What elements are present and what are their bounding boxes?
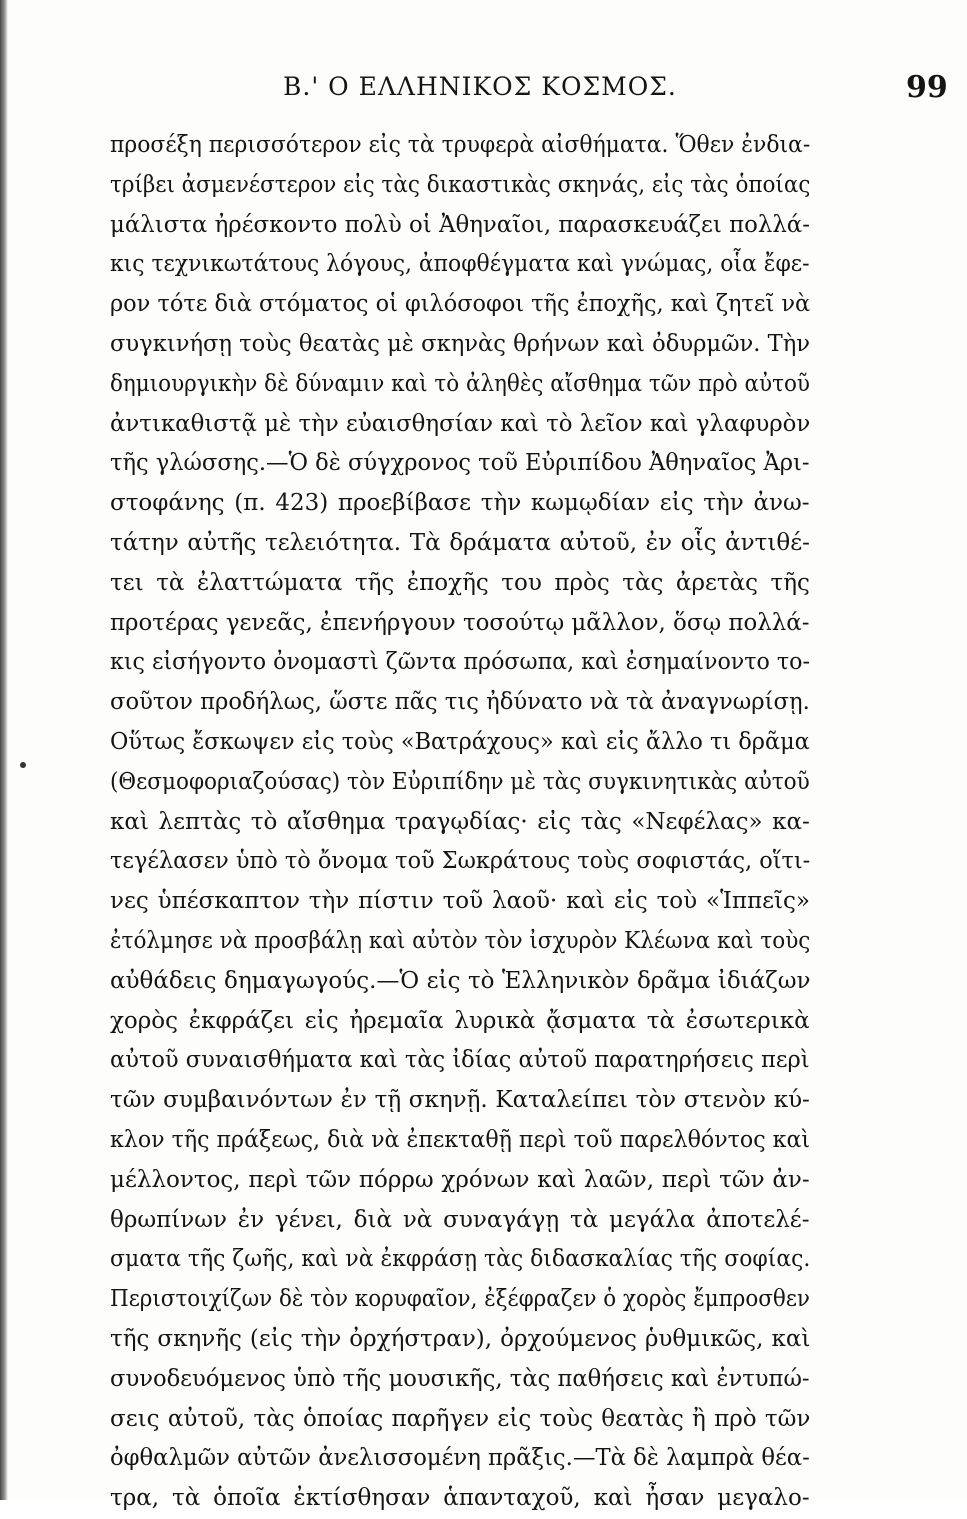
binding-edge bbox=[0, 0, 8, 1500]
text-line: τει τὰ ἐλαττώματα τῆς ἐποχῆς του πρὸς τὰς ἀρετὰς τῆς bbox=[110, 569, 810, 596]
text-line: συνοδευόμενος ὑπὸ τῆς μουσικῆς, τὰς παθήσεις καὶ ἐντυπώ- bbox=[110, 1365, 810, 1392]
margin-speck bbox=[20, 762, 26, 768]
text-line: συγκινήσῃ τοὺς θεατὰς μὲ σκηνὰς θρήνων καὶ ὀδυρμῶν. Τὴν bbox=[110, 330, 811, 357]
text-line: σματα τῆς ζωῆς, καὶ νὰ ἐκφράσῃ τὰς διδασκαλίας τῆς σοφίας. bbox=[110, 1246, 811, 1273]
text-line: δημιουργικὴν δὲ δύναμιν καὶ τὸ ἀληθὲς αἴσθημα τῶν πρὸ αὐτοῦ bbox=[110, 370, 810, 397]
text-line: αὐτοῦ συναισθήματα καὶ τὰς ἰδίας αὐτοῦ παρατηρήσεις περὶ bbox=[110, 1047, 810, 1074]
text-line: τῆς γλώσσης.—Ὁ δὲ σύγχρονος τοῦ Εὐριπίδου Ἀθηναῖος Ἀρι- bbox=[110, 450, 810, 477]
body-text bbox=[110, 126, 810, 1519]
text-line: Οὕτως ἔσκωψεν εἰς τοὺς «Βατράχους» καὶ εἰς ἄλλο τι δρᾶμα bbox=[110, 728, 810, 755]
text-line: τεγέλασεν ὑπὸ τὸ ὄνομα τοῦ Σωκράτους τοὺς σοφιστάς, οἵτι- bbox=[110, 848, 811, 875]
text-line: μάλιστα ἠρέσκοντο πολὺ οἱ Ἀθηναῖοι, παρασκευάζει πολλά- bbox=[110, 211, 810, 238]
text-line: κις τεχνικωτάτους λόγους, ἀποφθέγματα καὶ γνώμας, οἷα ἔφε- bbox=[110, 251, 810, 278]
text-line: ὀφθαλμῶν αὐτῶν ἀνελισσομένη πρᾶξις.—Τὰ δὲ λαμπρὰ θέα- bbox=[110, 1445, 810, 1472]
text-line: θρωπίνων ἐν γένει, διὰ νὰ συναγάγῃ τὰ μεγάλα ἀποτελέ- bbox=[110, 1206, 810, 1233]
text-line: τρα, τὰ ὁποῖα ἐκτίσθησαν ἁπανταχοῦ, καὶ ἦσαν μεγαλο- bbox=[110, 1485, 810, 1512]
text-line: ἀντικαθιστᾷ μὲ τὴν εὐαισθησίαν καὶ τὸ λεῖον καὶ γλαφυρὸν bbox=[110, 410, 811, 437]
text-line: σεις αὐτοῦ, τὰς ὁποίας παρῆγεν εἰς τοὺς θεατὰς ἢ πρὸ τῶν bbox=[110, 1405, 811, 1432]
text-line: τῶν συμβαινόντων ἐν τῇ σκηνῇ. Καταλείπει τὸν στενὸν κύ- bbox=[110, 1087, 810, 1114]
text-line: καὶ λεπτὰς τὸ αἴσθημα τραγῳδίας· εἰς τὰς «Νεφέλας» κα- bbox=[110, 808, 810, 835]
text-line: τάτην αὐτῆς τελειότητα. Τὰ δράματα αὐτοῦ, ἐν οἷς ἀντιθέ- bbox=[110, 529, 810, 556]
text-line: τρίβει ἀσμενέστερον εἰς τὰς δικαστικὰς σκηνάς, εἰς τὰς ὁποίας bbox=[110, 171, 811, 198]
text-line: Περιστοιχίζων δὲ τὸν κορυφαῖον, ἐξέφραζεν ὁ χορὸς ἔμπροσθεν bbox=[110, 1286, 810, 1313]
running-header: Β.' Ο ΕΛΛΗΝΙΚΟΣ ΚΟΣΜΟΣ. bbox=[283, 72, 677, 101]
text-line: κλον τῆς πράξεως, διὰ νὰ ἐπεκταθῇ περὶ τοῦ παρελθόντος καὶ bbox=[110, 1126, 811, 1153]
text-line: κις εἰσήγοντο ὀνομαστὶ ζῶντα πρόσωπα, καὶ ἐσημαίνοντο το- bbox=[110, 649, 810, 676]
text-line: χορὸς ἐκφράζει εἰς ἠρεμαῖα λυρικὰ ᾄσματα τὰ ἐσωτερικὰ bbox=[110, 1007, 810, 1034]
text-line: ἐτόλμησε νὰ προσβάλῃ καὶ αὐτὸν τὸν ἰσχυρὸν Κλέωνα καὶ τοὺς bbox=[110, 927, 811, 954]
text-line: προτέρας γενεᾶς, ἐπενήργουν τοσούτῳ μᾶλλον, ὅσῳ πολλά- bbox=[110, 609, 810, 636]
text-line: ρον τότε διὰ στόματος οἱ φιλόσοφοι τῆς ἐποχῆς, καὶ ζητεῖ νὰ bbox=[110, 291, 811, 318]
text-line: στοφάνης (π. 423) προεβίβασε τὴν κωμῳδίαν εἰς τὴν ἀνω- bbox=[110, 490, 810, 517]
text-line: (Θεσμοφοριαζούσας) τὸν Εὐριπίδην μὲ τὰς συγκινητικὰς αὐτοῦ bbox=[110, 768, 810, 795]
page-number: 99 bbox=[906, 70, 948, 105]
text-line: σοῦτον προδήλως, ὥστε πᾶς τις ἠδύνατο νὰ τὰ ἀναγνωρίσῃ. bbox=[110, 689, 810, 716]
text-line: αὐθάδεις δημαγωγούς.—Ὁ εἰς τὸ Ἑλληνικὸν δρᾶμα ἰδιάζων bbox=[110, 967, 811, 994]
text-line: μέλλοντος, περὶ τῶν πόρρω χρόνων καὶ λαῶν, περὶ τῶν ἀν- bbox=[110, 1166, 810, 1193]
text-line: προσέξη περισσότερον εἰς τὰ τρυφερὰ αἰσθήματα. Ὅθεν ἐνδια- bbox=[110, 132, 811, 158]
text-line: νες ὑπέσκαπτον τὴν πίστιν τοῦ λαοῦ· καὶ εἰς τοὺ «Ἱππεῖς» bbox=[110, 888, 810, 915]
text-line: τῆς σκηνῆς (εἰς τὴν ὀρχήστραν), ὀρχούμενος ῥυθμικῶς, καὶ bbox=[110, 1325, 811, 1352]
